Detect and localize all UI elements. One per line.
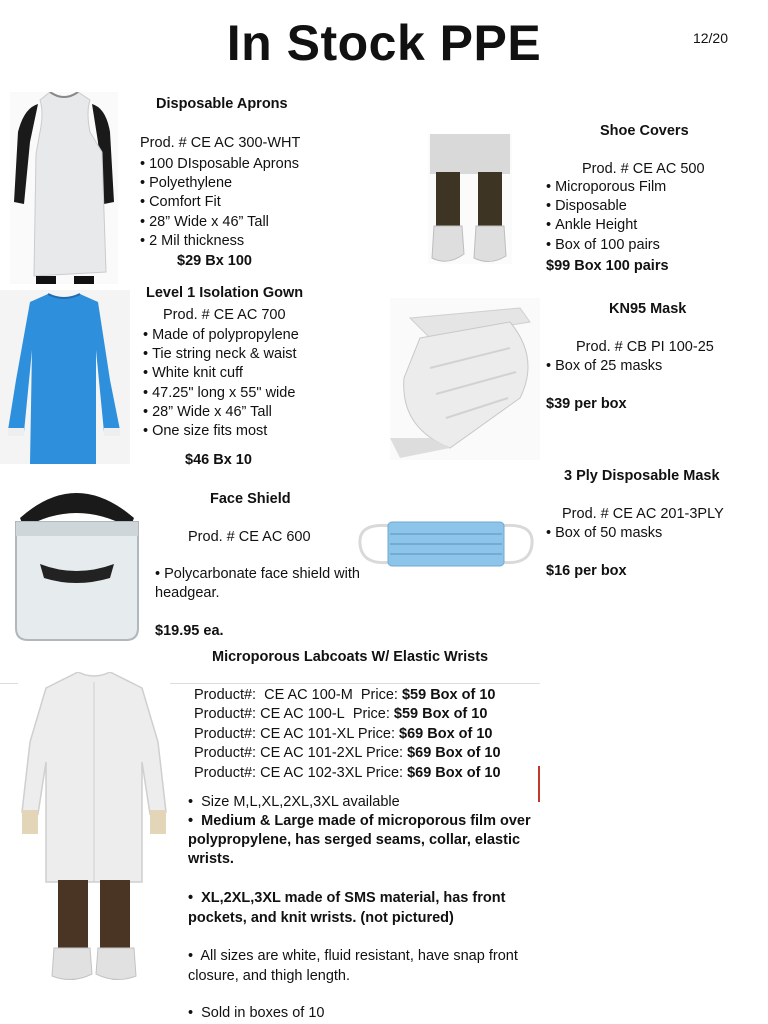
list-item: • 28” Wide x 46” Tall xyxy=(143,403,299,422)
list-item xyxy=(188,946,548,986)
list-item: • Disposable xyxy=(546,197,666,216)
labcoat-bullets xyxy=(188,793,548,1023)
kn95-price: $39 per box xyxy=(546,396,627,412)
list-item xyxy=(188,793,548,812)
ply-price: $16 per box xyxy=(546,563,627,579)
list-item xyxy=(188,1004,548,1023)
face-shield-image xyxy=(10,478,144,642)
product-code: CE AC 100-L xyxy=(260,706,345,723)
list-item: • Box of 25 masks xyxy=(546,357,662,376)
list-item xyxy=(155,565,365,603)
product-label: Product#: xyxy=(194,687,257,703)
gown-title: Level 1 Isolation Gown xyxy=(146,285,304,301)
list-item: • White knit cuff xyxy=(143,364,299,383)
kn95-mask-image xyxy=(390,298,540,460)
product-price: $69 Box of 10 xyxy=(407,764,501,781)
table-row xyxy=(194,705,501,724)
ply-title: 3 Ply Disposable Mask xyxy=(564,468,720,484)
list-item-text: Medium & Large made of microporous film over polypropylene, has serged seams, collar, elastic wrists. xyxy=(188,813,531,868)
list-item: • 28” Wide x 46” Tall xyxy=(140,213,299,232)
shield-bullets xyxy=(155,565,365,603)
isolation-gown-image xyxy=(0,290,130,464)
shoe-cover-image xyxy=(428,134,512,264)
product-price: $69 Box of 10 xyxy=(407,745,501,762)
shield-title: Face Shield xyxy=(210,491,291,507)
apron-title: Disposable Aprons xyxy=(156,96,288,112)
list-item: • One size fits most xyxy=(143,422,299,441)
apron-price: $29 Bx 100 xyxy=(177,253,252,269)
shoe-title: Shoe Covers xyxy=(600,123,689,139)
list-item-text: Size M,L,XL,2XL,3XL available xyxy=(201,794,400,810)
3ply-mask-image xyxy=(356,516,536,572)
product-label: Product#: xyxy=(194,745,257,762)
date-label: 12/20 xyxy=(692,30,728,46)
page-title: In Stock PPE xyxy=(226,15,542,71)
table-row xyxy=(194,725,501,744)
list-item-text: All sizes are white, fluid resistant, have snap front closure, and thigh length. xyxy=(188,948,518,985)
table-row xyxy=(194,686,501,705)
product-price: $59 Box of 10 xyxy=(401,687,496,703)
product-label: Product#: xyxy=(194,725,257,742)
list-item: • Made of polypropylene xyxy=(143,326,299,345)
price-label: Price: xyxy=(357,725,395,742)
list-item-text: XL,2XL,3XL made of SMS material, has front pockets, and knit wrists. (not pictured) xyxy=(188,890,506,927)
apron-bullets xyxy=(140,155,299,251)
list-item: • 100 DIsposable Aprons xyxy=(140,155,299,174)
table-row xyxy=(194,744,501,763)
kn95-prod: Prod. # CB PI 100-25 xyxy=(576,339,714,355)
product-code: CE AC 100-M xyxy=(264,687,353,703)
list-item xyxy=(188,812,548,869)
apron-prod: Prod. # CE AC 300-WHT xyxy=(140,135,301,151)
product-price: $69 Box of 10 xyxy=(399,725,493,742)
list-item: • Ankle Height xyxy=(546,216,666,235)
list-item: • Tie string neck & waist xyxy=(143,345,299,364)
list-item: • Box of 50 masks xyxy=(546,524,662,543)
product-price: $59 Box of 10 xyxy=(393,706,488,723)
product-code: CE AC 102-3XL xyxy=(260,764,362,781)
price-label: Price: xyxy=(360,687,398,703)
product-label: Product#: xyxy=(194,764,257,781)
shoe-prod: Prod. # CE AC 500 xyxy=(582,161,705,177)
shield-price: $19.95 ea. xyxy=(155,623,224,639)
ply-prod: Prod. # CE AC 201-3PLY xyxy=(562,506,724,522)
list-item: • Box of 100 pairs xyxy=(546,236,666,255)
gown-bullets xyxy=(143,326,299,441)
price-label: Price: xyxy=(365,764,404,781)
list-item: • Microporous Film xyxy=(546,178,666,197)
list-item: • Polyethylene xyxy=(140,174,299,193)
list-item: • Comfort Fit xyxy=(140,193,299,212)
kn95-bullets xyxy=(546,357,662,376)
list-item-text: Polycarbonate face shield with headgear. xyxy=(155,566,360,601)
list-item-text: Sold in boxes of 10 xyxy=(201,1005,325,1022)
list-item: • 47.25" long x 55" wide xyxy=(143,384,299,403)
labcoat-title: Microporous Labcoats W/ Elastic Wrists xyxy=(212,649,489,665)
gown-prod: Prod. # CE AC 700 xyxy=(163,307,286,323)
shield-prod: Prod. # CE AC 600 xyxy=(188,529,311,545)
list-item xyxy=(188,888,548,928)
price-label: Price: xyxy=(365,745,404,762)
price-label: Price: xyxy=(352,706,390,723)
list-item: • 2 Mil thickness xyxy=(140,232,299,251)
ply-bullets xyxy=(546,524,662,543)
product-label: Product#: xyxy=(194,706,257,723)
labcoat-image xyxy=(18,672,170,982)
product-code: CE AC 101-XL xyxy=(260,725,354,742)
table-row xyxy=(194,764,501,783)
shoe-bullets xyxy=(546,178,666,255)
product-code: CE AC 101-2XL xyxy=(260,745,362,762)
labcoat-price-table xyxy=(194,686,501,783)
kn95-title: KN95 Mask xyxy=(609,301,687,317)
gown-price: $46 Bx 10 xyxy=(185,452,252,468)
shoe-price: $99 Box 100 pairs xyxy=(546,258,669,274)
apron-image xyxy=(10,92,118,284)
